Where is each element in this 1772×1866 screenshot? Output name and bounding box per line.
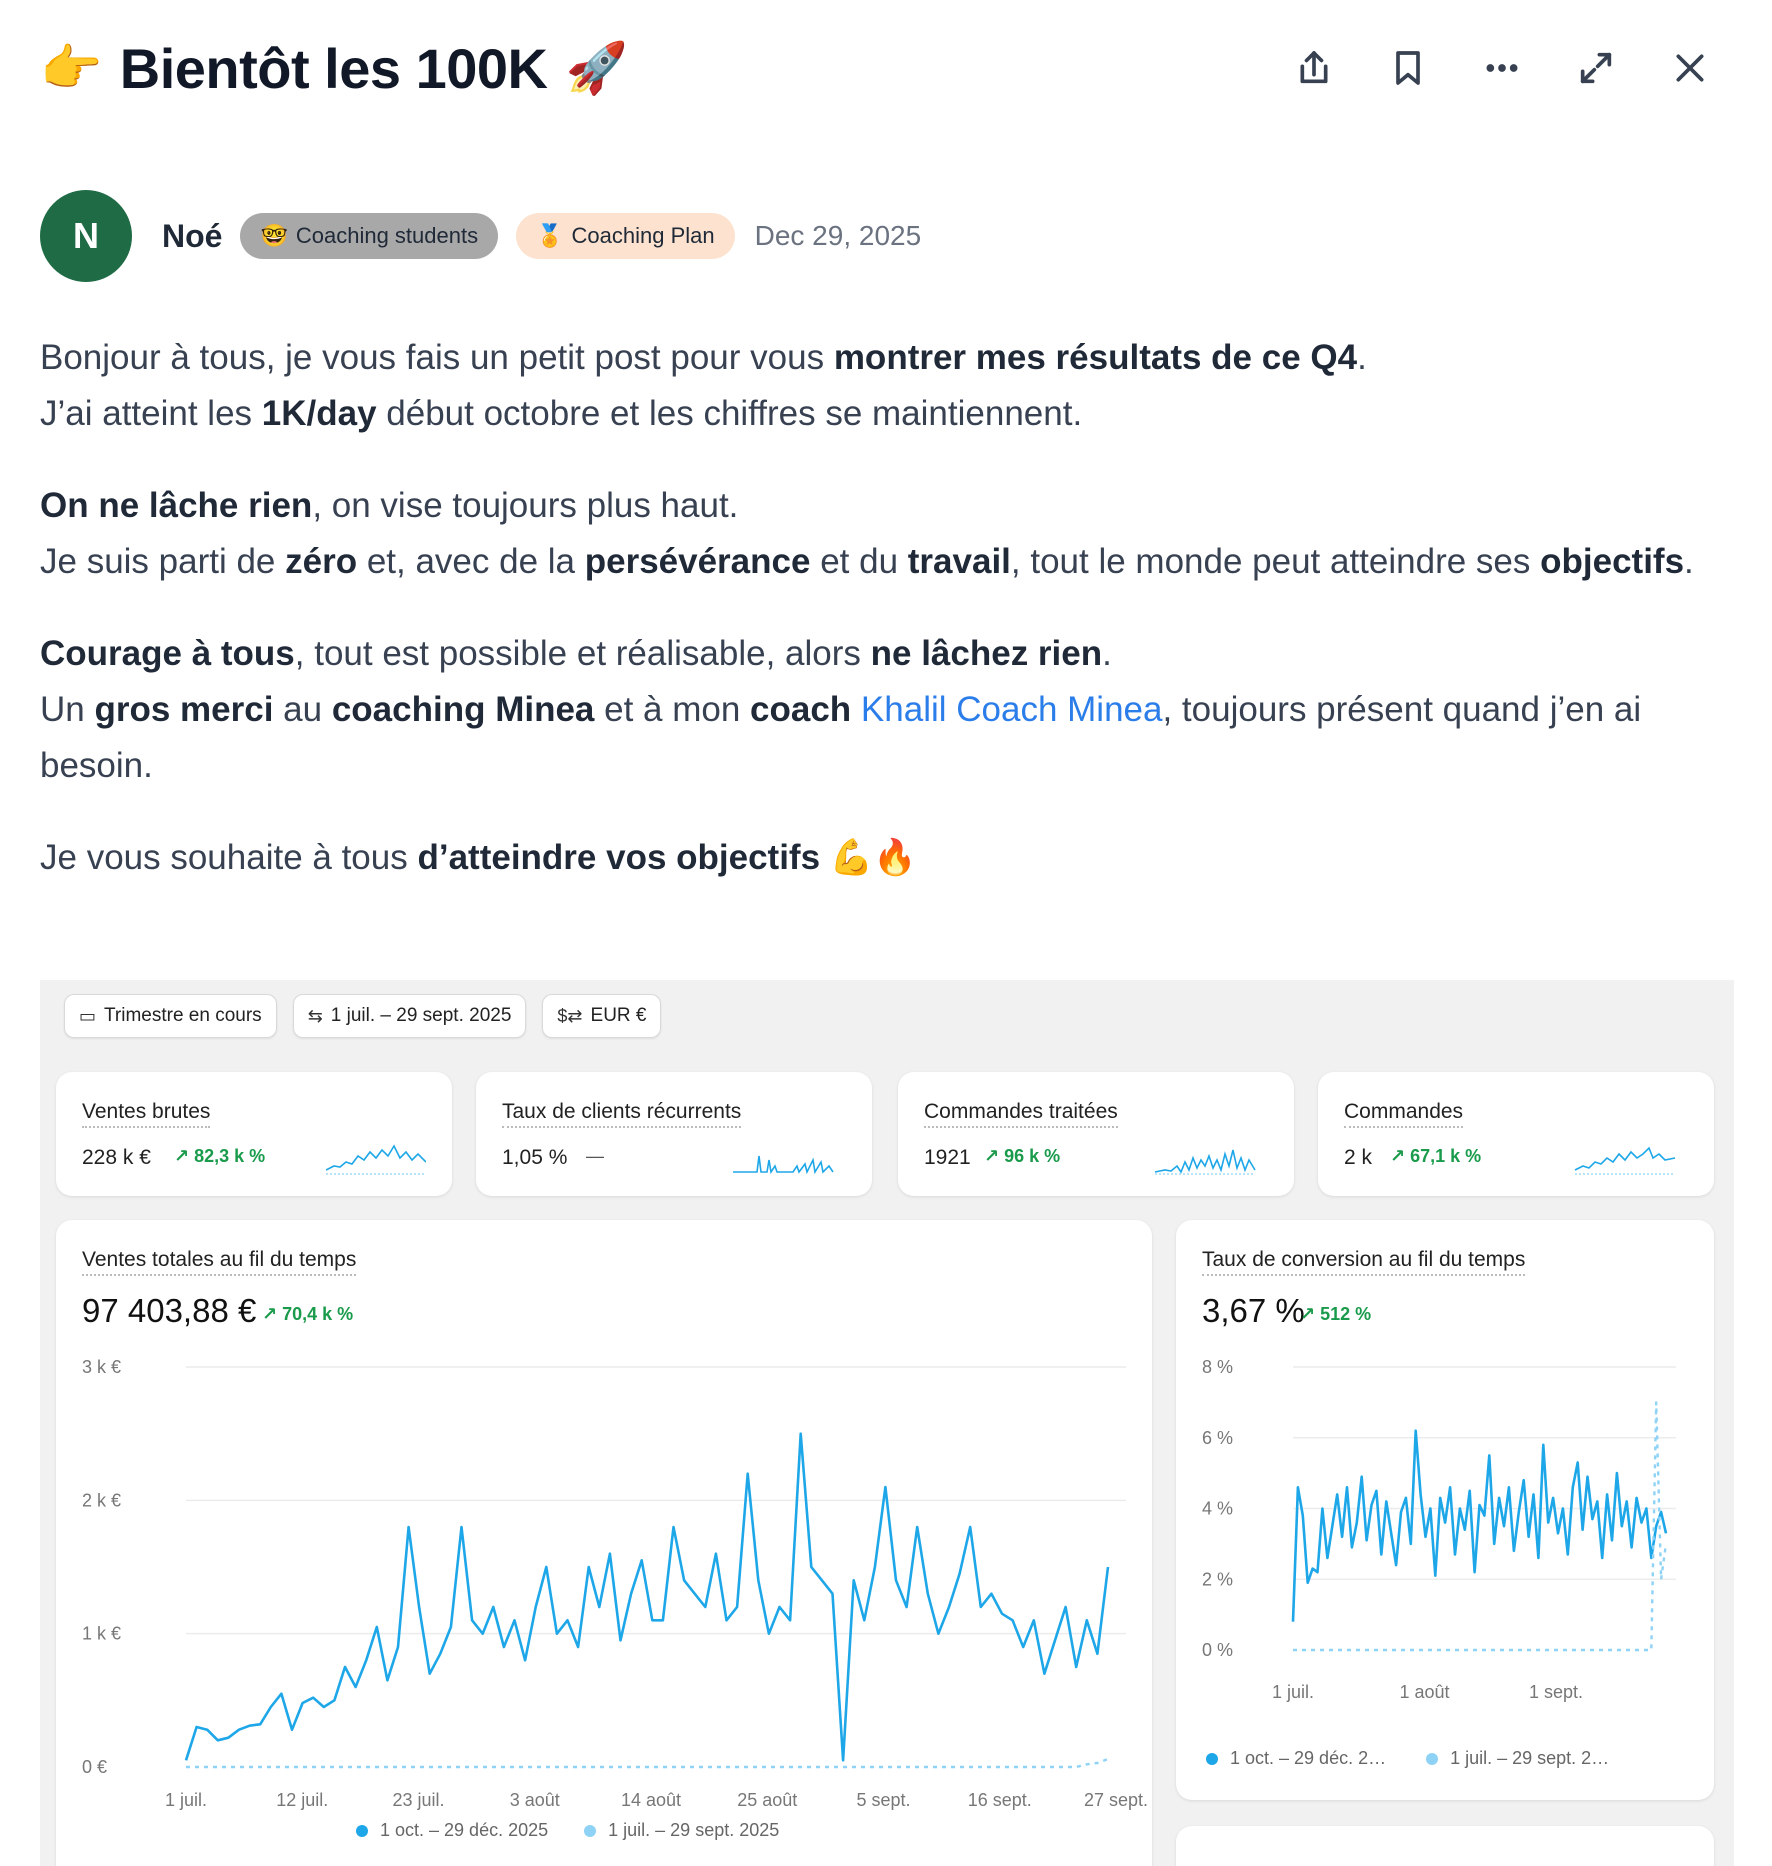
expand-icon[interactable] <box>1574 46 1618 90</box>
kpi-card-commandes[interactable] <box>1318 1072 1714 1196</box>
kpi-card-taux-clients-recurrents[interactable] <box>476 1072 872 1196</box>
header-actions <box>1292 46 1732 90</box>
y-tick-label: 1 k € <box>82 1623 122 1644</box>
y-tick-label: 3 k € <box>82 1357 122 1377</box>
legend-item-previous[interactable] <box>1426 1748 1609 1769</box>
legend-item-current[interactable] <box>356 1820 548 1841</box>
bookmark-icon[interactable] <box>1386 46 1430 90</box>
share-icon[interactable] <box>1292 46 1336 90</box>
text: Bonjour à tous, je vous fais un petit post pour vous <box>40 338 834 377</box>
legend-label: 1 oct. – 29 déc. 2025 <box>380 1820 549 1840</box>
text: au <box>273 690 332 729</box>
x-tick-label: 5 sept. <box>856 1790 911 1810</box>
y-tick-label: 2 % <box>1202 1569 1234 1590</box>
close-icon[interactable] <box>1668 46 1712 90</box>
sparkline <box>1142 1136 1268 1176</box>
sparkline <box>326 1136 426 1176</box>
post-header <box>40 28 1732 108</box>
kpi-label: Commandes traitées <box>924 1100 1118 1128</box>
kpi-delta: ↗ 67,1 k % <box>1390 1146 1482 1166</box>
bold-text: On ne lâche rien <box>40 486 313 525</box>
filter-label: Trimestre en cours <box>104 1005 262 1026</box>
bold-text: persévérance <box>584 542 811 581</box>
kpi-value: 228 k € <box>82 1146 151 1169</box>
badge-coaching-plan <box>516 213 735 259</box>
bold-text: montrer mes résultats de ce Q4 <box>833 338 1358 377</box>
y-tick-label: 0 % <box>1202 1640 1234 1660</box>
text <box>851 690 861 729</box>
muscle-fire-emoji: 💪🔥 <box>829 838 917 877</box>
kpi-label: Ventes brutes <box>82 1100 210 1128</box>
period-filter[interactable] <box>64 994 277 1038</box>
bold-text: d’atteindre vos objectifs <box>417 838 821 877</box>
bold-text: objectifs <box>1540 542 1685 581</box>
kpi-card-ventes-brutes[interactable] <box>56 1072 452 1196</box>
legend-item-current[interactable] <box>1206 1748 1386 1769</box>
x-tick-label: 23 juil. <box>392 1790 445 1810</box>
kpi-label: Taux de clients récurrents <box>502 1100 741 1128</box>
chart-title: Taux de conversion au fil du temps <box>1202 1248 1525 1276</box>
text: et, avec de la <box>357 542 585 581</box>
text: Un <box>40 690 95 729</box>
paragraph-3 <box>40 626 1740 794</box>
mention-link[interactable]: Khalil Coach Minea <box>860 690 1163 729</box>
bold-text: ne lâchez rien <box>870 634 1103 673</box>
chart-legend <box>356 1820 779 1841</box>
badge-label: Coaching students <box>295 223 479 248</box>
calendar-icon: ▭ <box>79 1005 97 1026</box>
author-row <box>40 188 921 284</box>
series-line-current <box>1293 1431 1666 1622</box>
conversion-chart-card <box>1176 1220 1714 1800</box>
post-body <box>40 330 1740 922</box>
chart-legend <box>1206 1748 1609 1769</box>
badge-label: Coaching Plan <box>571 223 715 248</box>
x-tick-label: 14 août <box>620 1790 682 1810</box>
author-name[interactable]: Noé <box>162 217 223 254</box>
x-tick-label: 27 sept. <box>1083 1790 1149 1810</box>
text: Je vous souhaite à tous <box>40 838 418 877</box>
filter-label: 1 juil. – 29 sept. 2025 <box>330 1005 512 1026</box>
chart-title: Ventes totales au fil du temps <box>82 1248 356 1276</box>
post-title-text: Bientôt les 100K <box>119 36 548 100</box>
x-tick-label: 1 août <box>1399 1682 1450 1702</box>
chart-total-value: 3,67 % <box>1202 1292 1305 1329</box>
kpi-delta: ↗ 96 k % <box>984 1146 1061 1166</box>
avatar[interactable]: N <box>40 190 132 282</box>
nerd-face-icon: 🤓 <box>260 223 288 248</box>
filter-label: EUR € <box>590 1005 647 1026</box>
text: début octobre et les chiffres se maintiennent. <box>376 394 1083 433</box>
y-tick-label: 2 k € <box>82 1490 122 1511</box>
x-tick-label: 1 juil. <box>164 1790 208 1810</box>
bold-text: travail <box>907 542 1011 581</box>
legend-label: 1 juil. – 29 sept. 2… <box>1450 1748 1610 1768</box>
chart-delta: ↗ 512 % <box>1300 1304 1372 1324</box>
y-tick-label: 0 € <box>82 1757 108 1777</box>
chart-delta: ↗ 70,4 k % <box>262 1304 354 1324</box>
y-tick-label: 6 % <box>1202 1427 1234 1448</box>
x-tick-label: 1 sept. <box>1528 1682 1584 1702</box>
next-card-peek <box>1176 1826 1714 1866</box>
bold-text: coaching Minea <box>331 690 595 729</box>
text: , toujours présent quand j’en ai besoin. <box>40 690 1642 785</box>
conversion-line-chart <box>1176 1220 1714 1800</box>
x-tick-label: 1 juil. <box>1271 1682 1315 1702</box>
kpi-value: 1,05 % <box>502 1146 568 1169</box>
text: et du <box>810 542 908 581</box>
text: , tout est possible et réalisable, alors <box>294 634 871 673</box>
paragraph-4 <box>40 830 1740 886</box>
currency-filter[interactable] <box>542 994 661 1038</box>
medal-icon: 🏅 <box>536 223 564 248</box>
post-date: Dec 29, 2025 <box>754 220 922 251</box>
x-tick-label: 25 août <box>737 1790 798 1810</box>
sparkline <box>720 1136 846 1176</box>
x-tick-label: 16 sept. <box>967 1790 1032 1810</box>
legend-label: 1 juil. – 29 sept. 2025 <box>608 1820 780 1840</box>
compare-filter[interactable] <box>293 994 527 1038</box>
filter-bar <box>64 994 661 1038</box>
dashboard-image <box>40 980 1734 1866</box>
text: . <box>1102 634 1112 673</box>
text: et à mon <box>594 690 751 729</box>
sales-line-chart <box>56 1220 1152 1866</box>
bold-text: zéro <box>285 542 358 581</box>
post-title <box>40 36 627 101</box>
legend-item-previous[interactable] <box>584 1820 779 1841</box>
more-icon[interactable] <box>1480 46 1524 90</box>
rocket-emoji: 🚀 <box>565 40 628 96</box>
pointing-hand-emoji: 👉 <box>40 40 102 96</box>
bold-text: Courage à tous <box>40 634 295 673</box>
kpi-card-commandes-traitees[interactable] <box>898 1072 1294 1196</box>
text: . <box>1357 338 1367 377</box>
paragraph-1 <box>40 330 1740 442</box>
text: . <box>1684 542 1694 581</box>
kpi-delta: ↗ 82,3 k % <box>174 1146 266 1166</box>
y-tick-label: 8 % <box>1202 1357 1234 1377</box>
bold-text: coach <box>750 690 852 729</box>
chart-total-value: 97 403,88 € <box>82 1292 257 1329</box>
kpi-value: 2 k <box>1344 1146 1373 1169</box>
sparkline <box>1562 1136 1688 1176</box>
text: , tout le monde peut atteindre ses <box>1010 542 1541 581</box>
text: J’ai atteint les <box>40 394 262 433</box>
series-line-current <box>186 1434 1108 1761</box>
series-line-previous <box>186 1759 1108 1767</box>
badge-coaching-students <box>240 213 498 259</box>
bold-text: gros merci <box>94 690 274 729</box>
kpi-label: Commandes <box>1344 1100 1463 1128</box>
currency-icon: $⇄ <box>557 1005 583 1026</box>
sales-chart-card <box>56 1220 1152 1866</box>
legend-label: 1 oct. – 29 déc. 2… <box>1230 1748 1387 1768</box>
bold-text: 1K/day <box>261 394 377 433</box>
x-tick-label: 12 juil. <box>276 1790 329 1810</box>
text: , on vise toujours plus haut. <box>312 486 739 525</box>
y-tick-label: 4 % <box>1202 1498 1234 1519</box>
compare-calendar-icon: ⇆ <box>307 1005 323 1026</box>
text: Je suis parti de <box>40 542 286 581</box>
x-tick-label: 3 août <box>509 1790 560 1810</box>
kpi-value: 1921 <box>924 1146 971 1169</box>
paragraph-2 <box>40 478 1740 590</box>
kpi-delta: — <box>586 1146 604 1166</box>
